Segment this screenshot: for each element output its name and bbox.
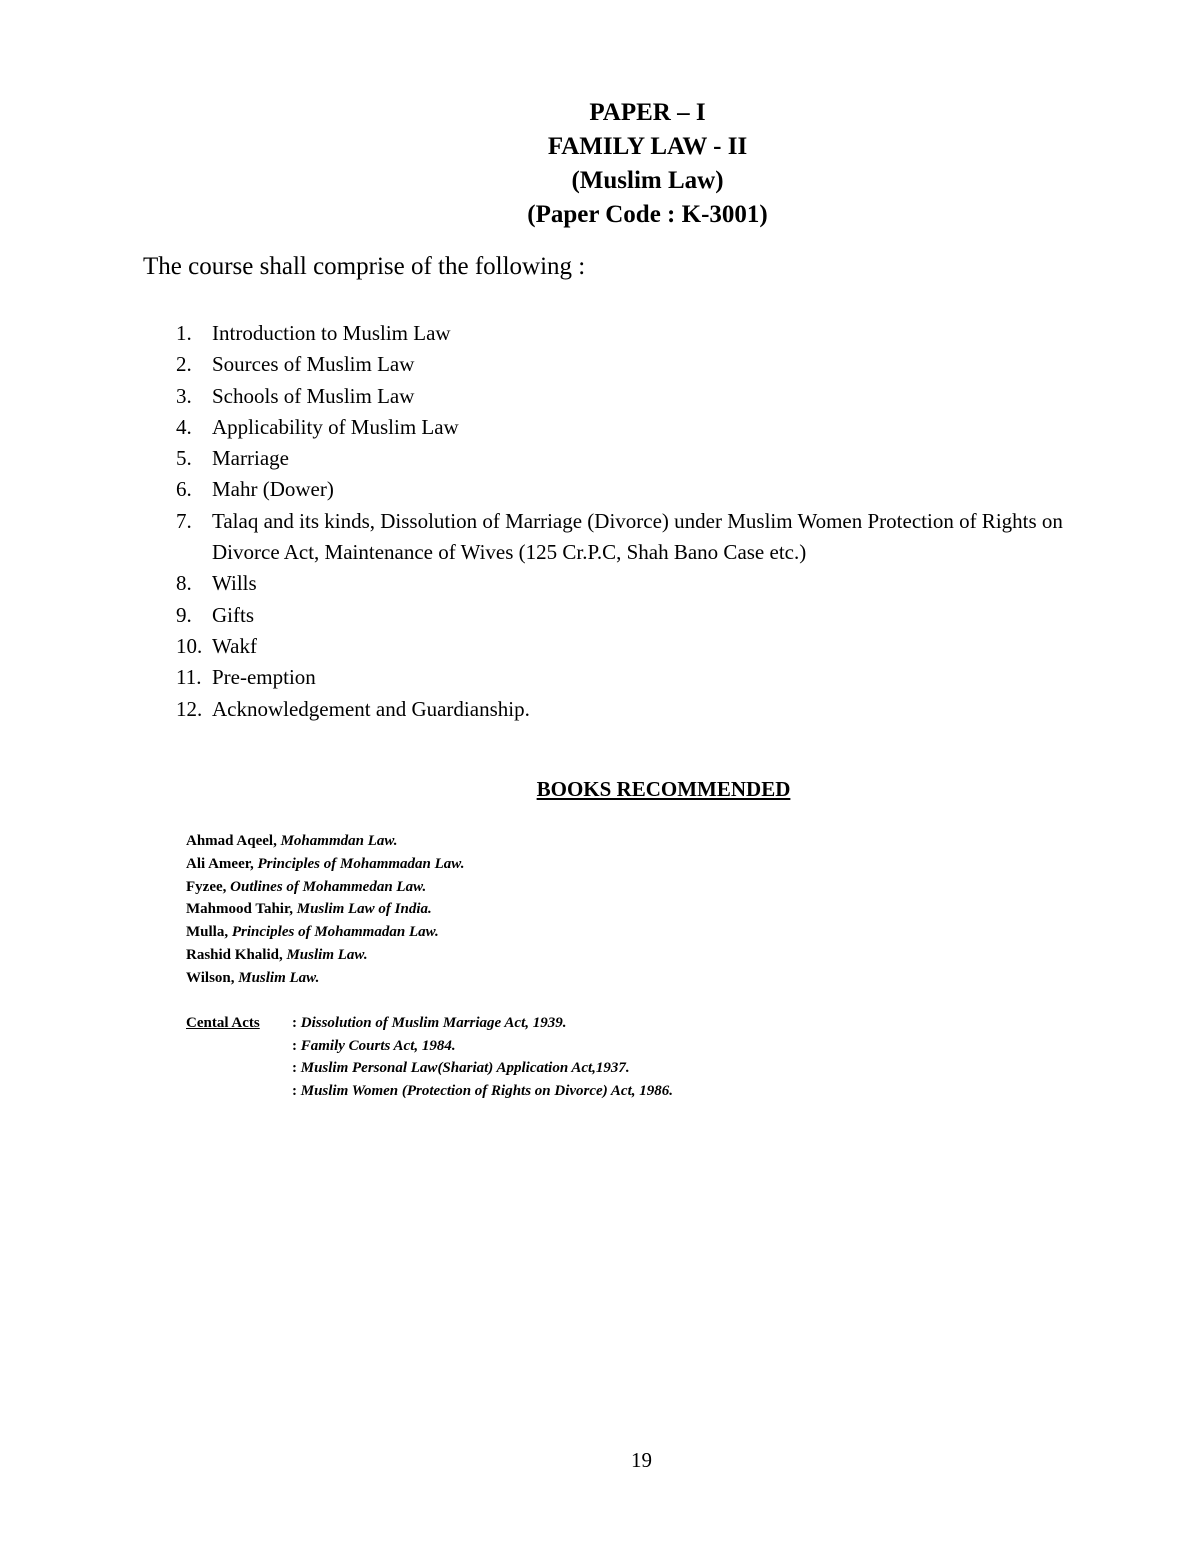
books-heading: BOOKS RECOMMENDED (536, 777, 791, 801)
list-item-text: Mahr (Dower) (212, 477, 334, 502)
books-list (186, 830, 464, 990)
list-item (176, 381, 1096, 412)
course-intro: The course shall comprise of the following : (143, 253, 586, 280)
subject-subtitle: (Muslim Law) (571, 167, 724, 194)
book-entry (186, 830, 464, 853)
central-acts-list (292, 1012, 673, 1102)
subject-title: FAMILY LAW - II (547, 133, 748, 160)
central-acts-label: Cental Acts (186, 1015, 260, 1031)
list-item (176, 694, 1096, 725)
list-item (176, 318, 1096, 349)
book-entry (186, 898, 464, 921)
list-item-number: 9. (176, 602, 192, 627)
book-entry (186, 944, 464, 967)
list-item-text: Sources of Muslim Law (212, 352, 415, 377)
list-item-number: 11. (176, 665, 202, 690)
book-author: Fyzee, (186, 878, 227, 895)
act-separator: : (292, 1037, 301, 1054)
paper-code: (Paper Code : K-3001) (527, 201, 768, 228)
list-item (176, 631, 1096, 662)
book-author: Mulla, (186, 924, 229, 941)
list-item (176, 349, 1096, 380)
act-title: Muslim Personal Law(Shariat) Application Act,1937. (300, 1060, 630, 1076)
act-entry (292, 1035, 673, 1058)
act-title: Family Courts Act, 1984. (300, 1037, 456, 1054)
list-item (176, 506, 1096, 569)
list-item-text: Gifts (212, 602, 254, 627)
book-title: Muslim Law of India. (296, 901, 432, 918)
list-item (176, 443, 1096, 474)
list-item-number: 1. (176, 321, 192, 345)
list-item-number: 2. (176, 352, 192, 377)
list-item-text: Wills (212, 571, 257, 596)
book-title: Mohammdan Law. (280, 833, 398, 849)
book-author: Ali Ameer, (186, 855, 254, 872)
book-author: Wilson, (186, 969, 235, 986)
list-item-number: 6. (176, 477, 192, 502)
book-title: Muslim Law. (286, 946, 368, 963)
list-item-number: 8. (176, 571, 192, 596)
list-item-number: 4. (176, 414, 192, 439)
list-item-number: 7. (176, 508, 192, 533)
book-entry (186, 853, 464, 876)
book-entry (186, 876, 464, 899)
list-item-text: Pre-emption (212, 665, 316, 690)
book-title: Muslim Law. (238, 969, 320, 986)
list-item-text: Applicability of Muslim Law (212, 414, 459, 439)
page-header (0, 96, 1200, 232)
list-item-text: Wakf (212, 633, 257, 658)
list-item-text: Introduction to Muslim Law (212, 321, 451, 345)
book-entry (186, 967, 464, 990)
list-item (176, 662, 1096, 693)
list-item (176, 474, 1096, 505)
course-topics-list (176, 318, 1096, 725)
book-author: Ahmad Aqeel, (186, 833, 277, 849)
page-number: 19 (631, 1448, 652, 1472)
book-title: Principles of Mohammadan Law. (231, 924, 439, 941)
book-author: Rashid Khalid, (186, 946, 283, 963)
list-item-text: Marriage (212, 446, 289, 471)
act-title: Dissolution of Muslim Marriage Act, 1939. (300, 1015, 567, 1031)
list-item (176, 568, 1096, 599)
act-title: Muslim Women (Protection of Rights on Divorce) Act, 1986. (300, 1082, 673, 1099)
act-entry (292, 1012, 673, 1035)
list-item-text: Acknowledgement and Guardianship. (212, 696, 530, 721)
book-entry (186, 921, 464, 944)
book-title: Outlines of Mohammedan Law. (230, 878, 427, 895)
list-item-text: Schools of Muslim Law (212, 383, 415, 408)
act-entry (292, 1080, 673, 1103)
list-item-text: Talaq and its kinds, Dissolution of Marriage (Divorce) under Muslim Women Protection of Rights on Divorce Act, Maintenance of Wives (125 Cr.P.C, Shah Bano Case etc.) (212, 508, 1063, 565)
book-title: Principles of Mohammadan Law. (257, 855, 465, 872)
list-item-number: 12. (176, 696, 203, 721)
act-separator: : (292, 1082, 301, 1099)
act-separator: : (292, 1060, 301, 1076)
list-item-number: 10. (176, 633, 203, 658)
list-item (176, 412, 1096, 443)
book-author: Mahmood Tahir, (186, 901, 293, 918)
paper-title: PAPER – I (589, 99, 706, 126)
list-item-number: 3. (176, 383, 192, 408)
act-separator: : (292, 1015, 301, 1031)
list-item-number: 5. (176, 446, 192, 471)
act-entry (292, 1057, 673, 1080)
list-item (176, 600, 1096, 631)
